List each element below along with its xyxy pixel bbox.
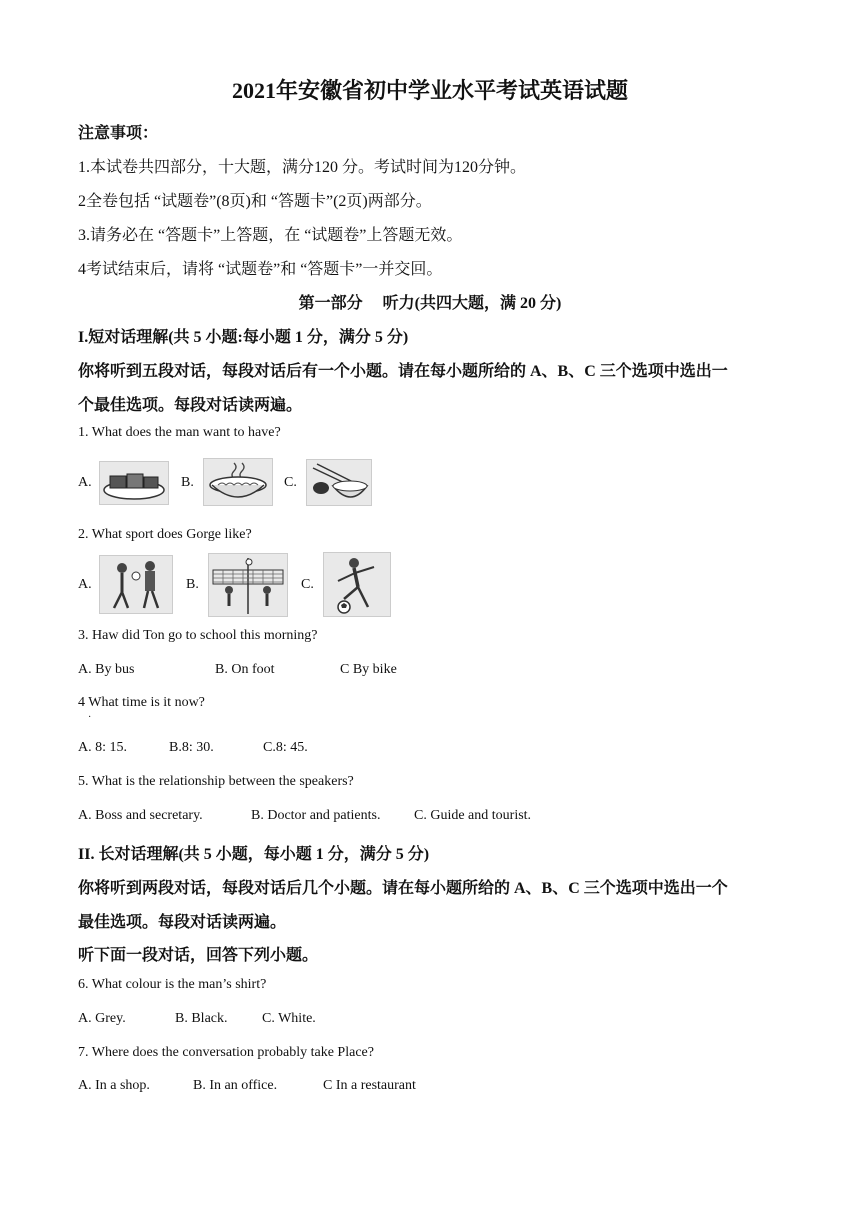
notice-item-1: 1.本试卷共四部分，十大题，满分120 分。考试时间为120分钟。	[78, 159, 527, 176]
q6-option-b: B. Black.	[175, 1011, 228, 1026]
question-1: 1. What does the man want to have?	[78, 425, 281, 440]
section2-instructions-cont: 最佳选项。每段对话读两遍。	[78, 914, 287, 931]
q1-option-b-label: B.	[181, 475, 194, 490]
notice-heading: 注意事项：	[78, 125, 159, 142]
q2-option-a-label: A.	[78, 577, 92, 592]
q7-option-b: B. In an office.	[193, 1078, 278, 1093]
q2-option-b-label: B.	[186, 577, 199, 592]
section1-heading: I.短对话理解(共 5 小题:每小题 1 分，满分 5 分)	[78, 329, 409, 346]
section2-dialogue-note: 听下面一段对话，回答下列小题。	[78, 947, 319, 964]
part1-heading: 第一部分 听力(共四大题，满 20 分)	[298, 295, 562, 312]
question-2: 2. What sport does Gorge like?	[78, 527, 252, 542]
notice-item-2: 2全卷包括 “试题卷”(8页)和 “答题卡”(2页)两部分。	[78, 193, 432, 210]
q1-option-a-label: A.	[78, 475, 92, 490]
cake-icon[interactable]	[99, 461, 169, 505]
page-title: 2021年安徽省初中学业水平考试英语试题	[231, 78, 628, 103]
q4-option-c: C.8: 45.	[263, 740, 308, 755]
q1-option-c-label: C.	[284, 475, 297, 490]
notice-item-3: 3.请务必在 “答题卡”上答题，在 “试题卷”上答题无效。	[78, 227, 463, 244]
question-3: 3. Haw did Ton go to school this morning?	[78, 628, 318, 643]
q7-option-a: A. In a shop.	[78, 1078, 150, 1093]
question-7: 7. Where does the conversation probably take Place?	[78, 1045, 374, 1060]
q4-option-a: A. 8: 15.	[78, 740, 127, 755]
q2-option-c-label: C.	[301, 577, 314, 592]
section2-instructions: 你将听到两段对话，每段对话后几个小题。请在每小题所给的 A、B、C 三个选项中选出一个	[78, 880, 728, 897]
q4-option-b: B.8: 30.	[169, 740, 214, 755]
q6-option-a: A. Grey.	[78, 1011, 126, 1026]
q7-option-c: C In a restaurant	[323, 1078, 416, 1093]
question-6: 6. What colour is the man’s shirt?	[78, 977, 267, 992]
q5-option-c: C. Guide and tourist.	[414, 808, 532, 823]
notice-item-4: 4考试结束后，请将 “试题卷”和 “答题卡”一并交回。	[78, 261, 443, 278]
basketball-icon[interactable]	[99, 555, 173, 614]
noodles-icon[interactable]	[203, 458, 273, 506]
volleyball-icon[interactable]	[208, 553, 288, 617]
question-4: 4 What time is it now?	[78, 695, 205, 710]
section2-heading: II. 长对话理解(共 5 小题，每小题 1 分，满分 5 分)	[78, 846, 430, 863]
football-icon[interactable]	[323, 552, 391, 617]
section1-instructions: 你将听到五段对话，每段对话后有一个小题。请在每小题所给的 A、B、C 三个选项中选出一	[78, 363, 728, 380]
stray-dot: ·	[88, 712, 92, 723]
q3-option-b: B. On foot	[215, 662, 275, 677]
q5-option-a: A. Boss and secretary.	[78, 808, 203, 823]
q5-option-b: B. Doctor and patients.	[251, 808, 381, 823]
dumplings-icon[interactable]	[306, 459, 372, 506]
section1-instructions-cont: 个最佳选项。每段对话读两遍。	[78, 397, 303, 414]
q6-option-c: C. White.	[262, 1011, 316, 1026]
question-5: 5. What is the relationship between the speakers?	[78, 774, 354, 789]
q3-option-c: C By bike	[340, 662, 397, 677]
q3-option-a: A. By bus	[78, 662, 135, 677]
